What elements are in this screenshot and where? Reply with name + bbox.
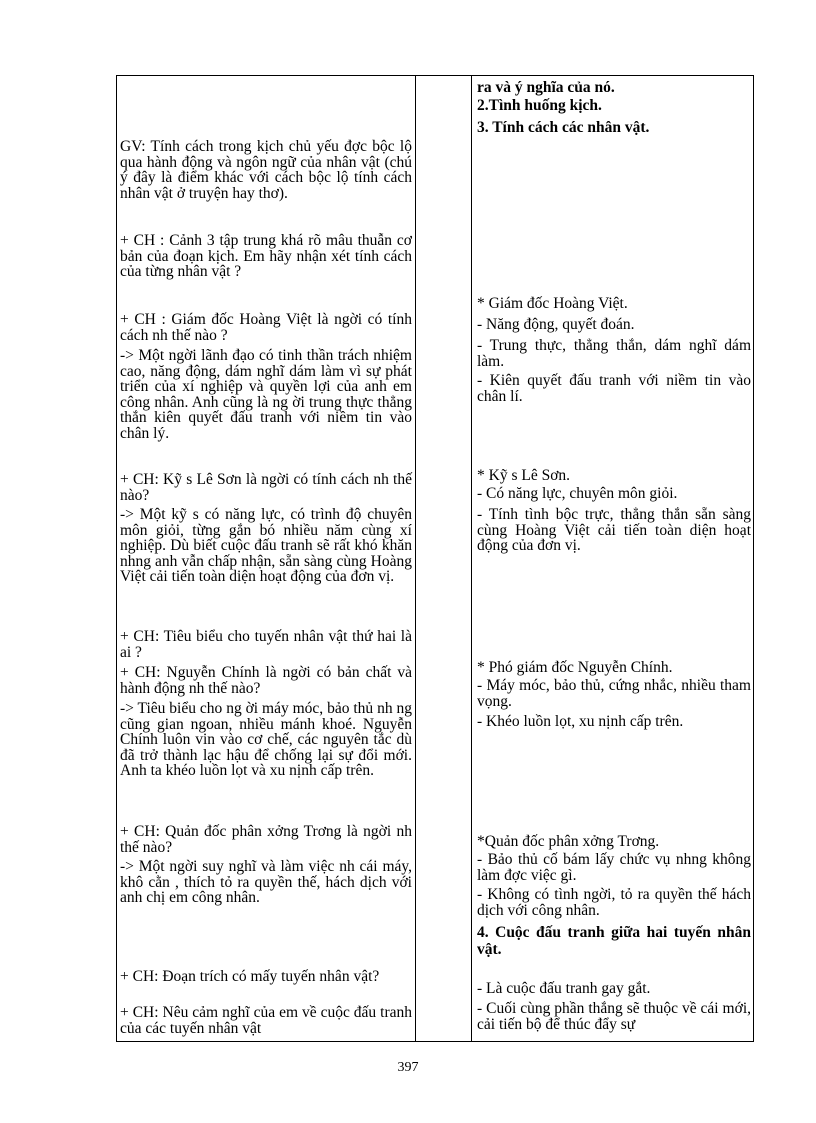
teacher-activity-column xyxy=(120,76,412,1041)
character-trait: - Kiên quyết đấu tranh với niềm tin vào chân lí. xyxy=(477,372,751,405)
column-divider xyxy=(471,76,472,1041)
column-divider xyxy=(415,76,416,1041)
section-heading: 4. Cuộc đấu tranh giữa hai tuyến nhân vật. xyxy=(477,924,751,958)
question-paragraph: + CH: Tiêu biểu cho tuyến nhân vật thứ hai là ai ? xyxy=(120,628,412,661)
character-trait: - Khéo luồn lọt, xu nịnh cấp trên. xyxy=(477,713,684,730)
conflict-point: - Là cuộc đấu tranh gay gắt. xyxy=(477,980,651,997)
answer-paragraph: -> Tiêu biểu cho ng ời máy móc, bảo thủ nh ng cũng gian ngoan, nhiều mánh khoé. Nguyễn Chính luôn vin vào cơ chế, các nguyên tắc dù đã trở thành lạc hậu để chống lại sự đổi mới. Anh ta khéo luồn lọt và xu nịnh cấp trên. xyxy=(120,700,412,780)
content-column xyxy=(477,76,751,1041)
character-heading: * Giám đốc Hoàng Việt. xyxy=(477,295,628,312)
character-heading: * Phó giám đốc Nguyễn Chính. xyxy=(477,659,673,676)
text-paragraph: GV: Tính cách trong kịch chủ yếu đợc bộc lộ qua hành động và ngôn ngữ của nhân vật (chú ý đây là điểm khác với cách bộc lộ tính cách nhân vật ở truyện hay thơ). xyxy=(120,138,412,202)
character-trait: - Có năng lực, chuyên môn giỏi. xyxy=(477,485,678,502)
page-number: 397 xyxy=(397,1060,419,1075)
answer-paragraph: -> Một kỹ s có năng lực, có trình độ chuyên môn giỏi, từng gắn bó nhiều năm cùng xí nghiệp. Dù biết cuộc đấu tranh sẽ rất khó khăn nhng anh vẫn chấp nhận, sẵn sàng cùng Hoàng Việt cải tiến toàn diện hoạt động của đơn vị. xyxy=(120,506,412,586)
character-trait: - Tính tình bộc trực, thẳng thắn sẵn sàng cùng Hoàng Việt cải tiến toàn diện hoạt động của đơn vị. xyxy=(477,506,751,555)
character-trait: - Không có tình ngời, tỏ ra quyền thế hách dịch với công nhân. xyxy=(477,886,751,919)
character-trait: - Bảo thủ cố bám lấy chức vụ nhng không làm đợc việc gì. xyxy=(477,851,751,884)
section-text: ra và ý nghĩa của nó. xyxy=(477,79,615,96)
question-paragraph: + CH: Nguyễn Chính là ngời có bản chất và hành động nh thế nào? xyxy=(120,664,412,697)
question-paragraph: + CH: Nêu cảm nghĩ của em về cuộc đấu tranh của các tuyến nhân vật xyxy=(120,1004,412,1037)
character-heading: * Kỹ s Lê Sơn. xyxy=(477,467,571,484)
character-trait: - Năng động, quyết đoán. xyxy=(477,316,635,333)
conflict-point: - Cuối cùng phần thắng sẽ thuộc về cái mới, cải tiến bộ để thúc đẩy sự xyxy=(477,1000,751,1033)
lesson-table xyxy=(116,75,754,1042)
question-paragraph: + CH : Giám đốc Hoàng Việt là ngời có tính cách nh thế nào ? xyxy=(120,311,412,344)
answer-paragraph: -> Một ngời lãnh đạo có tinh thần trách nhiệm cao, năng động, dám nghĩ dám làm vì sự phát triển của xí nghiệp và quyền lợi của anh em công nhân. Anh cũng là ng ời trung thực thẳng thắn kiên quyết đấu tranh với niềm tin vào chân lý. xyxy=(120,347,412,442)
section-heading: 2.Tình huống kịch. xyxy=(477,97,602,114)
question-paragraph: + CH: Kỹ s Lê Sơn là ngời có tính cách nh thế nào? xyxy=(120,471,412,504)
character-trait: - Máy móc, bảo thủ, cứng nhắc, nhiều tham vọng. xyxy=(477,677,751,710)
character-trait: - Trung thực, thẳng thắn, dám nghĩ dám làm. xyxy=(477,337,751,370)
answer-paragraph: -> Một ngời suy nghĩ và làm việc nh cái máy, khô cằn , thích tỏ ra quyền thế, hách dịch với anh chị em công nhân. xyxy=(120,858,412,907)
question-paragraph: + CH: Đoạn trích có mấy tuyến nhân vật? xyxy=(120,968,380,985)
section-heading: 3. Tính cách các nhân vật. xyxy=(477,119,650,136)
question-paragraph: + CH: Quản đốc phân xởng Trơng là ngời nh thế nào? xyxy=(120,823,412,856)
character-heading: *Quản đốc phân xởng Trơng. xyxy=(477,833,660,850)
text-paragraph: + CH : Cảnh 3 tập trung khá rõ mâu thuẫn cơ bản của đoạn kịch. Em hãy nhận xét tính cách của từng nhân vật ? xyxy=(120,232,412,281)
